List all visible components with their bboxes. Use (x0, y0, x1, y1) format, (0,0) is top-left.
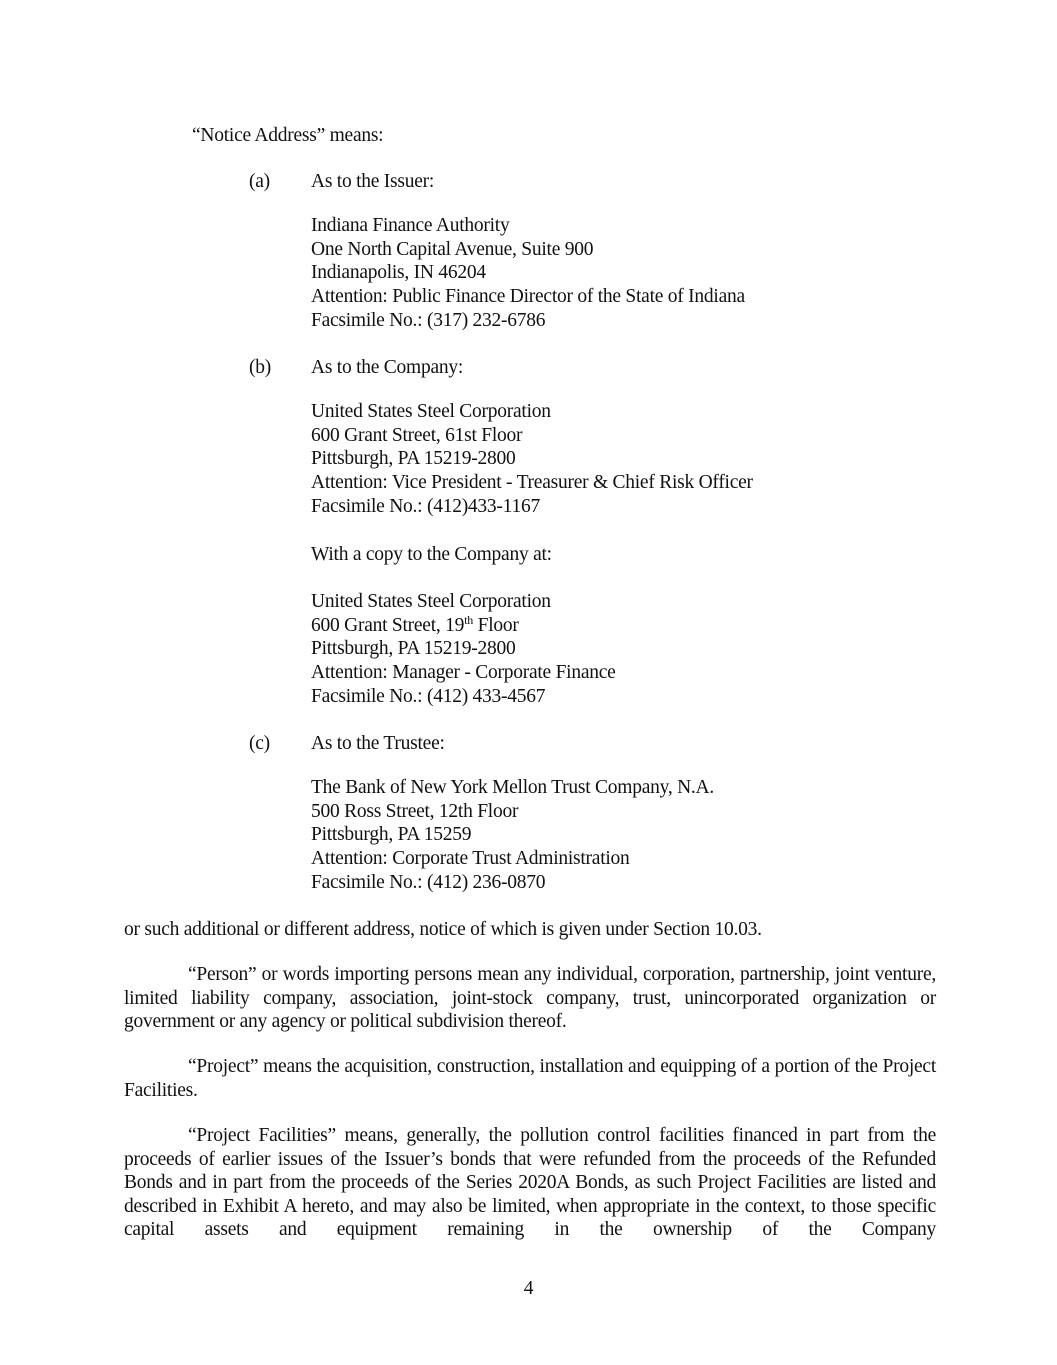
trustee-city: Pittsburgh, PA 15259 (311, 824, 472, 846)
issuer-city: Indianapolis, IN 46204 (311, 262, 486, 284)
trustee-label: (c) (249, 733, 270, 754)
definition-person (124, 963, 936, 1034)
company-copy-street-suffix: Floor (472, 614, 519, 636)
issuer-address-block (311, 214, 745, 333)
company-copy-fax: Facsimile No.: (412) 433-4567 (311, 685, 546, 707)
company-copy-attention: Attention: Manager - Corporate Finance (311, 662, 616, 684)
trustee-address-block (311, 776, 714, 895)
company-name: United States Steel Corporation (311, 401, 551, 422)
issuer-heading: As to the Issuer: (311, 171, 435, 192)
definition-project-text: “Project” means the acquisition, construction, installation and equipping of a portion of the Project Facilities. (124, 1056, 936, 1101)
trustee-street: 500 Ross Street, 12th Floor (311, 800, 519, 822)
issuer-street: One North Capital Avenue, Suite 900 (311, 238, 594, 260)
trustee-heading: As to the Trustee: (311, 733, 445, 754)
closing-line: or such additional or different address, notice of which is given under Section 10.03. (124, 919, 762, 940)
company-copy-address-block (311, 590, 616, 709)
issuer-label: (a) (249, 171, 270, 192)
company-copy-street-sup: th (464, 612, 473, 627)
trustee-fax: Facsimile No.: (412) 236-0870 (311, 871, 546, 893)
company-fax: Facsimile No.: (412)433-1167 (311, 495, 540, 517)
issuer-attention: Attention: Public Finance Director of the State of Indiana (311, 286, 745, 308)
company-copy-street-prefix: 600 Grant Street, 19 (311, 614, 465, 636)
issuer-name: Indiana Finance Authority (311, 215, 510, 236)
company-heading: As to the Company: (311, 357, 464, 378)
company-copy-heading: With a copy to the Company at: (311, 544, 552, 565)
company-copy-city: Pittsburgh, PA 15219-2800 (311, 638, 516, 660)
company-street: 600 Grant Street, 61st Floor (311, 424, 523, 446)
notice-address-heading: “Notice Address” means: (192, 125, 384, 146)
company-attention: Attention: Vice President - Treasurer & Chief Risk Officer (311, 472, 753, 494)
page-number: 4 (523, 1278, 534, 1299)
company-city: Pittsburgh, PA 15219-2800 (311, 448, 516, 470)
company-label: (b) (249, 357, 271, 378)
company-copy-name: United States Steel Corporation (311, 591, 551, 612)
company-copy-street (311, 614, 616, 638)
trustee-name: The Bank of New York Mellon Trust Company, N.A. (311, 777, 714, 798)
trustee-attention: Attention: Corporate Trust Administration (311, 848, 630, 870)
definition-person-text: “Person” or words importing persons mean any individual, corporation, partnership, joint venture, limited liability company, association, joint-stock company, trust, unincorporated organization or government or any agency or political subdivision thereof. (124, 964, 936, 1032)
definition-project (124, 1055, 936, 1102)
company-address-block (311, 400, 753, 519)
definition-project-facilities-text: “Project Facilities” means, generally, the pollution control facilities financed in part from the proceeds of earlier issues of the Issuer’s bonds that were refunded from the proceeds of the Refunded Bonds and in part from the proceeds of the Series 2020A Bonds, as such Project Facilities are listed and described in Exhibit A hereto, and may also be limited, when appropriate in the context, to those specific capital assets and equipment remaining in the ownership of the Company (124, 1125, 936, 1240)
definition-project-facilities (124, 1124, 936, 1242)
issuer-fax: Facsimile No.: (317) 232-6786 (311, 309, 546, 331)
